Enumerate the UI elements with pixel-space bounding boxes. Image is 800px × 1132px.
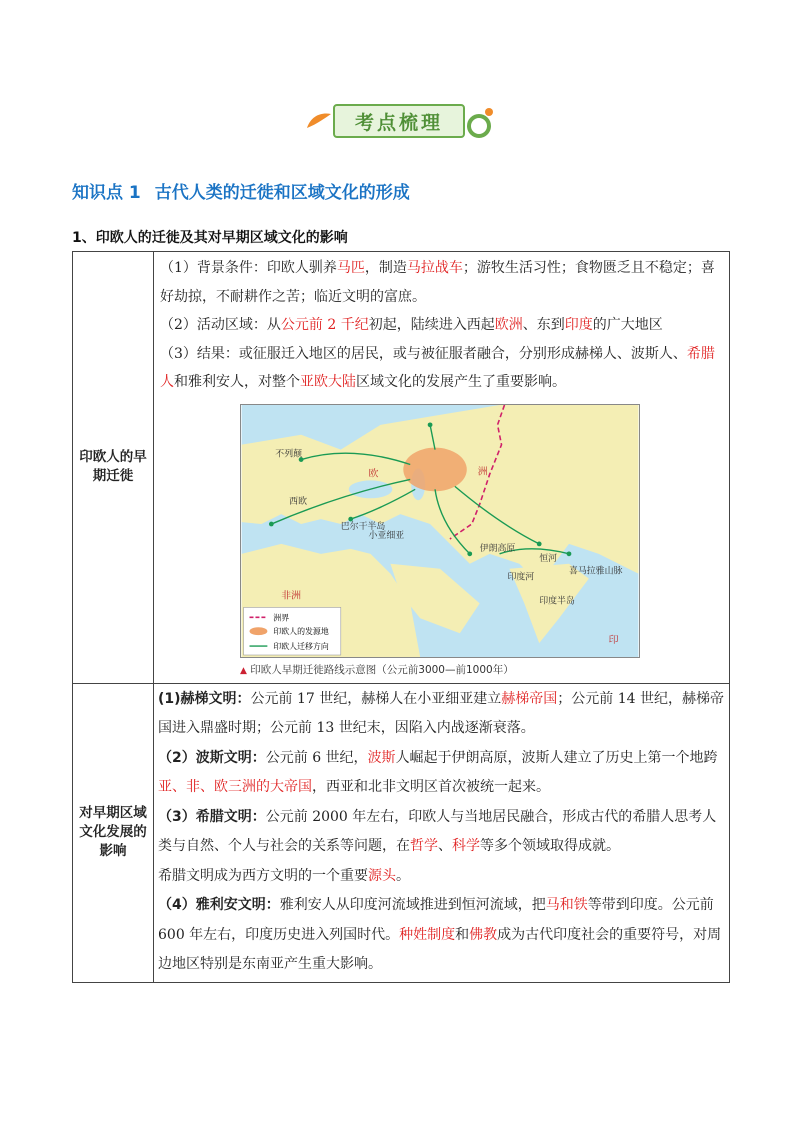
migration-map	[240, 404, 640, 658]
knowledge-point-title	[72, 178, 410, 203]
paragraph: （2）波斯文明：公元前 6 世纪，波斯人崛起于伊朗高原，波斯人建立了历史上第一个地跨亚、非、欧三洲的大帝国，西亚和北非文明区首次被统一起来。	[158, 749, 718, 795]
svg-text:巴尔干半岛: 巴尔干半岛	[340, 521, 386, 532]
content-table	[72, 251, 730, 983]
svg-text:印欧人迁移方向: 印欧人迁移方向	[273, 641, 329, 651]
migration-map-figure	[240, 404, 640, 679]
svg-text:非洲: 非洲	[281, 589, 302, 601]
table-row	[73, 252, 730, 684]
banner-title: 考点梳理	[354, 111, 443, 134]
kp-number: 知识点 1	[72, 183, 141, 203]
map-caption: ▲ 印欧人早期迁徙路线示意图（公元前3000—前1000年）	[240, 663, 514, 676]
row-label: 印欧人的早期迁徙	[73, 252, 154, 684]
banner-box	[333, 104, 465, 138]
paragraph: （2）活动区域：从公元前 2 千纪初起，陆续进入西起欧洲、东到印度的广大地区	[160, 317, 663, 333]
svg-text:恒河: 恒河	[539, 553, 558, 564]
svg-text:不列颠: 不列颠	[275, 449, 303, 460]
svg-text:洲界: 洲界	[273, 612, 290, 622]
paragraph: （4）雅利安文明：雅利安人从印度河流域推进到恒河流域，把马和铁等带到印度。公元前 600 年左右，印度历史进入列国时代。种姓制度和佛教成为古代印度社会的重要符号，对周边地区特别是东南亚产生重大影响。	[158, 897, 722, 972]
section-title: 1、印欧人的迁徙及其对早期区域文化的影响	[72, 230, 348, 246]
map-legend	[244, 607, 341, 655]
paragraph: （1）背景条件：印欧人驯养马匹，制造马拉战车；游牧生活习性；食物匮乏且不稳定；喜好劫掠，不耐耕作之苦；临近文明的富庶。	[160, 260, 715, 305]
table-row	[73, 683, 730, 982]
svg-text:洲: 洲	[477, 465, 488, 477]
kp-heading: 古代人类的迁徙和区域文化的形成	[154, 183, 410, 203]
paragraph: (1)赫梯文明：公元前 17 世纪，赫梯人在小亚细亚建立赫梯帝国；公元前 14 世纪，赫梯帝国进入鼎盛时期；公元前 13 世纪末，因陷入内战逐渐衰落。	[158, 690, 724, 736]
svg-text:欧: 欧	[368, 467, 379, 479]
row-label: 对早期区域文化发展的影响	[73, 683, 154, 982]
paragraph: 希腊文明成为西方文明的一个重要源头。	[158, 867, 410, 884]
swirl-icon	[465, 106, 497, 140]
svg-text:小亚细亚: 小亚细亚	[368, 530, 405, 541]
svg-text:印度半岛: 印度半岛	[539, 595, 575, 606]
svg-text:西欧: 西欧	[289, 496, 308, 507]
svg-text:伊朗高原: 伊朗高原	[479, 543, 516, 554]
svg-text:印度河: 印度河	[507, 572, 535, 583]
leaf-icon	[305, 110, 333, 132]
row-body	[154, 683, 730, 982]
svg-text:印: 印	[608, 634, 619, 646]
svg-text:喜马拉雅山脉: 喜马拉雅山脉	[568, 566, 623, 577]
paragraph: （3）希腊文明：公元前 2000 年左右，印欧人与当地居民融合，形成古代的希腊人思考人类与自然、个人与社会的关系等问题，在哲学、科学等多个领域取得成就。	[158, 808, 717, 854]
section-banner	[305, 100, 495, 144]
paragraph: （3）结果：或征服迁入地区的居民，或与被征服者融合，分别形成赫梯人、波斯人、希腊人和雅利安人，对整个亚欧大陆区域文化的发展产生了重要影响。	[160, 345, 715, 390]
svg-text:印欧人的发源地: 印欧人的发源地	[273, 626, 329, 636]
origin-area	[403, 447, 466, 491]
row-body	[154, 252, 730, 684]
